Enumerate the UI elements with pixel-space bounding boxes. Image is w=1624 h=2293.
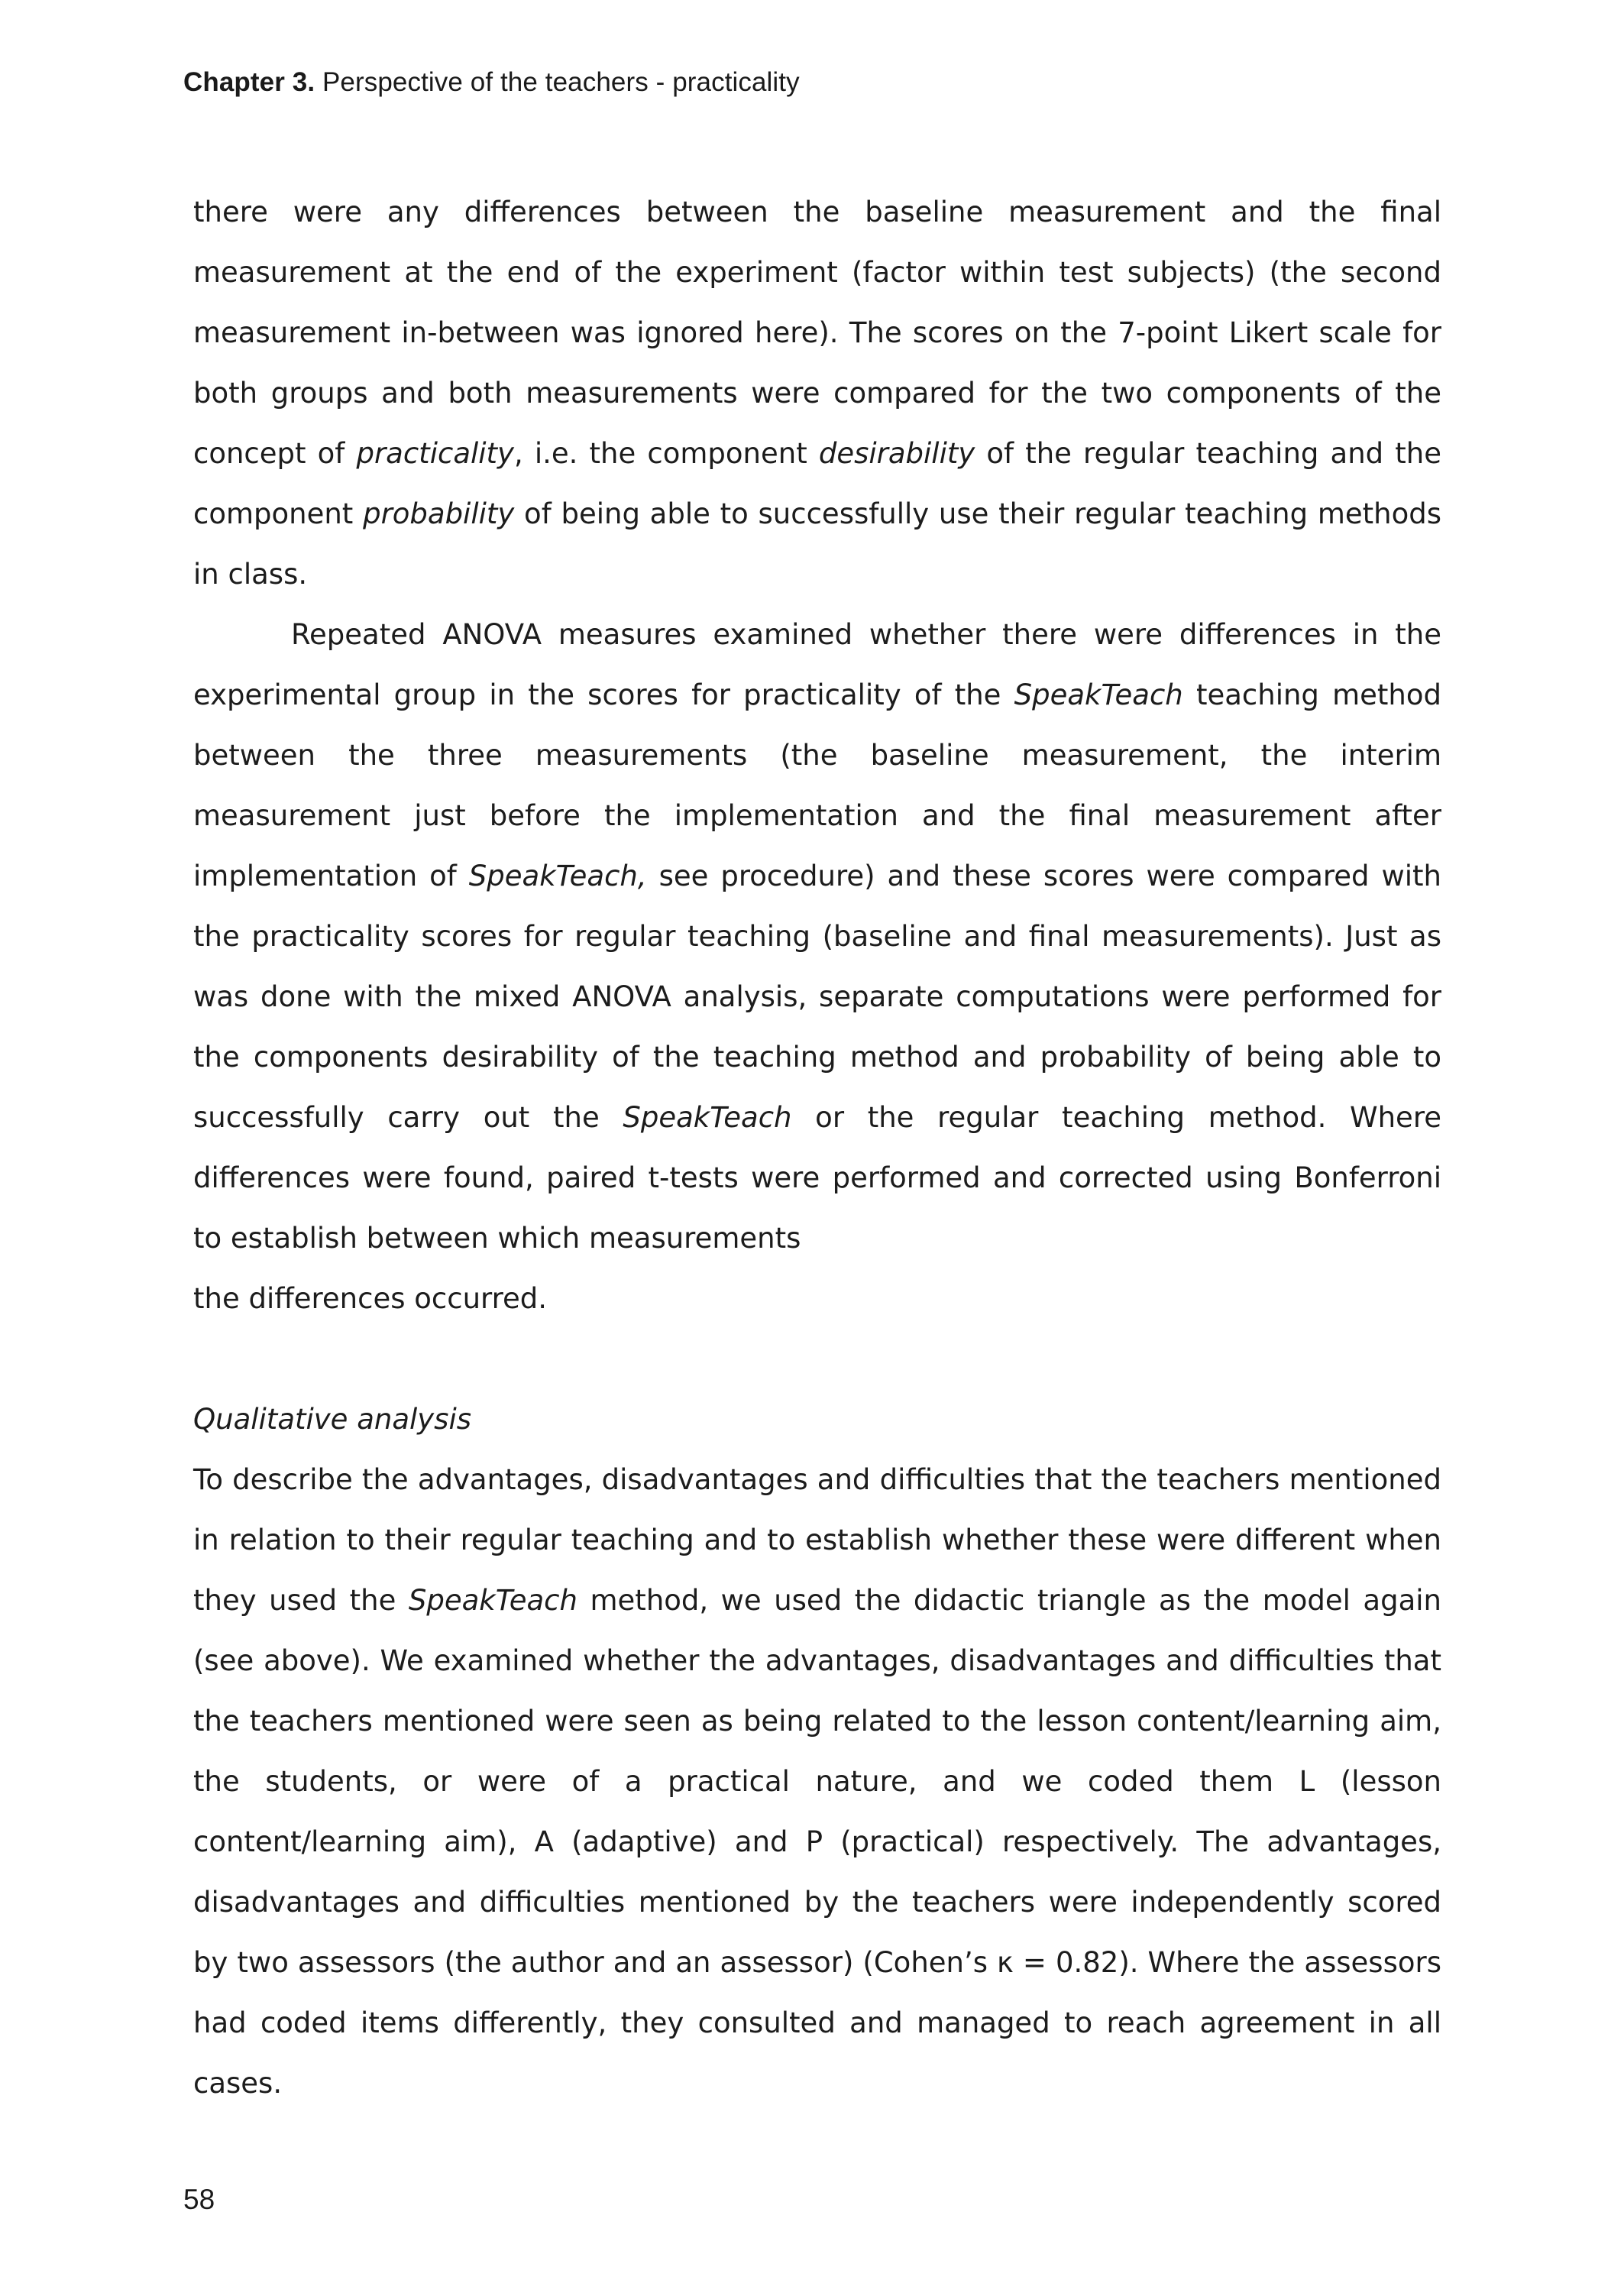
p1-text-4: of being able to successfully use their regular teaching methods in class. [193,497,1441,591]
p2-text-1: Repeated ANOVA measures examined whether there were differences in the experimental group in the scores for practicality of the [193,618,1441,711]
p2-text-2: teaching method between the three measurements (the baseline measurement, the interim measurement just before the implementation and the final measurement after implementation of [193,679,1441,892]
p1-text-2: , i.e. the component [513,437,819,470]
p2-emphasis-speakteach-3: SpeakTeach [623,1101,792,1134]
page-number: 58 [183,2184,215,2215]
p2-emphasis-speakteach-1: SpeakTeach [1014,679,1183,711]
paragraph-2-last-line: the differences occurred. [193,1282,548,1315]
p1-text-3: of the regular teaching and the component [193,437,1441,530]
p1-emphasis-practicality: practicality [356,437,514,470]
paragraph-2 [193,604,1441,1268]
spacer [193,1329,1441,1389]
paragraph-3 [193,1449,1441,2113]
p2-text-3: see procedure) and these scores were compared with the practicality scores for regular teaching (baseline and final measurements). Just as was done with the mixed ANOVA analysis, separate computations were performed for the components desirability of the teaching method and probability of being able to successfully carry out the [193,860,1441,1134]
p1-emphasis-probability: probability [363,497,515,530]
p3-emphasis-speakteach: SpeakTeach [408,1584,577,1617]
body-text [193,182,1441,2113]
p2-text-4: or the regular teaching method. Where differences were found, paired t-tests were performed and corrected using Bonferroni to establish between which measurements [193,1101,1441,1255]
p1-text-1: there were any differences between the baseline measurement and the final measurement at the end of the experiment (factor within test subjects) (the second measurement in-between was ignored here). The scores on the 7-point Likert scale for both groups and both measurements were compared for the two components of the concept of [193,196,1441,470]
p3-text-1: To describe the advantages, disadvantages and difficulties that the teachers mentioned in relation to their regular teaching and to establish whether these were different when they used the [193,1463,1441,1617]
running-head [183,67,800,98]
chapter-label: Chapter 3. [183,67,315,97]
p2-emphasis-speakteach-2: SpeakTeach, [468,860,647,892]
section-heading: Qualitative analysis [193,1403,472,1436]
chapter-title: Perspective of the teachers - practicality [315,67,800,97]
p1-emphasis-desirability: desirability [818,437,975,470]
paragraph-1 [193,182,1441,604]
p3-text-2: method, we used the didactic triangle as the model again (see above). We examined whether the advantages, disadvantages and difficulties that the teachers mentioned were seen as being related to the lesson content/learning aim, the students, or were of a practical nature, and we coded them L (lesson content/learning aim), A (adaptive) and P (practical) respectively. The advantages, disadvantages and difficulties mentioned by the teachers were independently scored by two assessors (the author and an assessor) (Cohen’s κ = 0.82). Where the assessors had coded items differently, they consulted and managed to reach agreement in all cases. [193,1584,1441,2100]
